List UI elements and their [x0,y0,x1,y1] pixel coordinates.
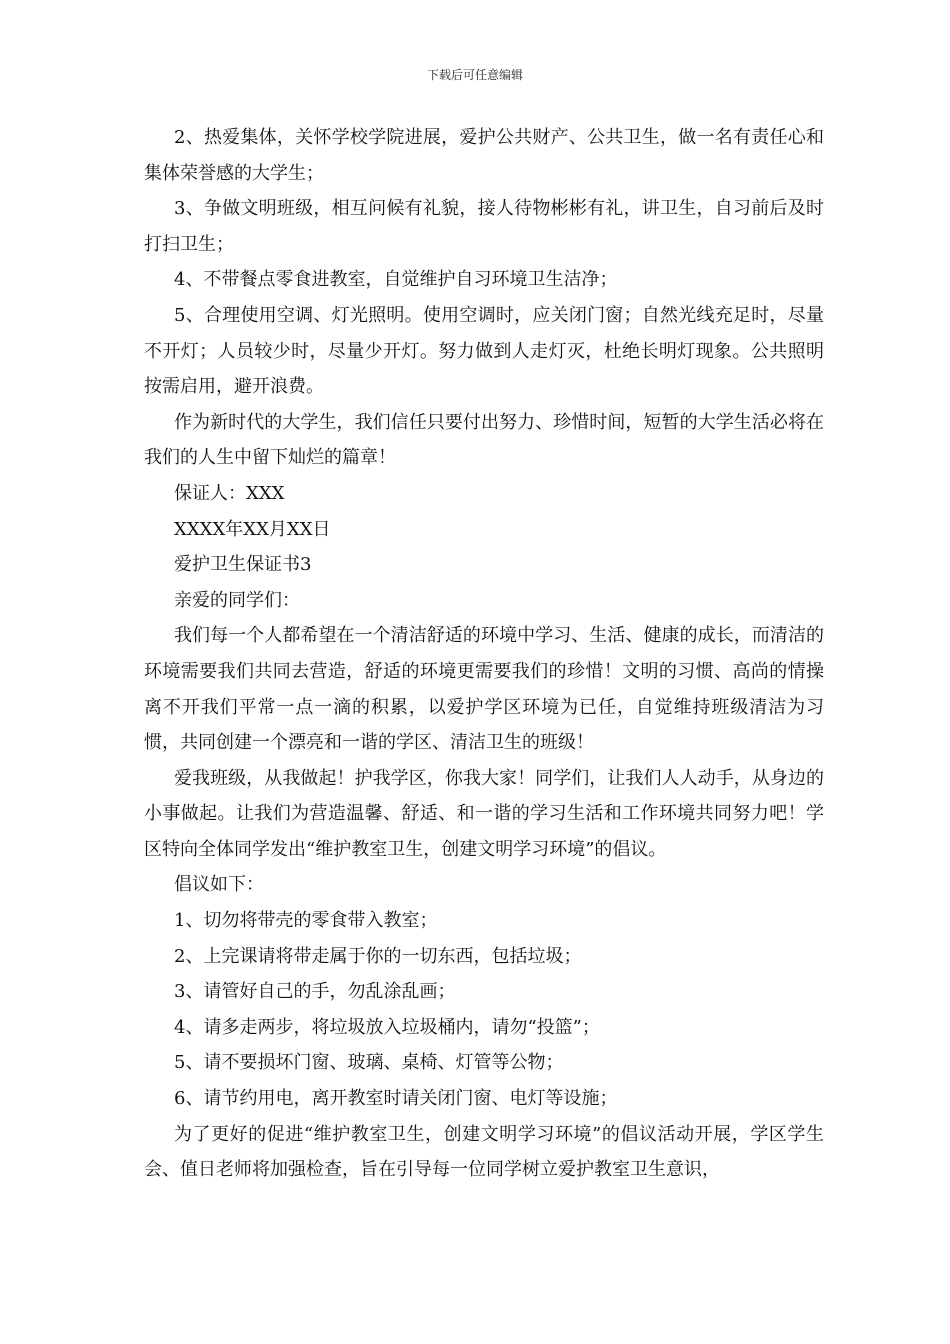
list-item: 6、请节约用电，离开教室时请关闭门窗、电灯等设施； [174,1088,618,1110]
salutation: 亲爱的同学们： [174,589,300,611]
paragraph: 3、争做文明班级，相互问候有礼貌，接人待物彬彬有礼，讲卫生，自习前后及时打扫卫生； [144,198,824,255]
list-item: 2、上完课请将带走属于你的一切东西，包括垃圾； [174,945,582,967]
paragraph: 作为新时代的大学生，我们信任只要付出努力、珍惜时间，短暂的大学生活必将在我们的人生中留下灿烂的篇章！ [144,411,824,469]
section-title: 爱护卫生保证书3 [174,554,312,576]
proposal-heading: 倡议如下： [174,874,264,896]
list-item: 5、请不要损坏门窗、玻璃、桌椅、灯管等公物； [174,1052,564,1074]
paragraph: 2、热爱集体，关怀学校学院进展，爱护公共财产、公共卫生，做一名有责任心和集体荣誉感的大学生； [144,127,824,184]
list-item: 4、请多走两步，将垃圾放入垃圾桶内，请勿“投篮”； [174,1016,600,1038]
date-line: XXXX年XX月XX日 [174,518,331,540]
document-body [144,120,824,1188]
paragraph: 爱我班级，从我做起！护我学区，你我大家！同学们，让我们人人动手，从身边的小事做起。让我们为营造温馨、舒适、和一谐的学习生活和工作环境共同努力吧！学区特向全体同学发出“维护教室卫生，创建文明学习环境”的倡议。 [144,767,824,860]
list-item: 1、切勿将带壳的零食带入教室； [174,910,438,932]
paragraph: 5、合理使用空调、灯光照明。使用空调时，应关闭门窗；自然光线充足时，尽量不开灯；人员较少时，尽量少开灯。努力做到人走灯灭，杜绝长明灯现象。公共照明按需启用，避开浪费。 [144,304,824,398]
paragraph: 4、不带餐点零食进教室，自觉维护自习环境卫生洁净； [174,269,618,291]
paragraph: 为了更好的促进“维护教室卫生，创建文明学习环境”的倡议活动开展，学区学生会、值日老师将加强检查，旨在引导每一位同学树立爱护教室卫生意识， [144,1123,824,1181]
guarantor-line: 保证人：XXX [174,482,285,504]
list-item: 3、请管好自己的手，勿乱涂乱画； [174,981,456,1003]
page-header-note: 下载后可任意编辑 [426,68,523,82]
paragraph: 我们每一个人都希望在一个清洁舒适的环境中学习、生活、健康的成长，而清洁的环境需要我们共同去营造，舒适的环境更需要我们的珍惜！文明的习惯、高尚的情操离不开我们平常一点一滴的积累，以爱护学区环境为已任，自觉维持班级清洁为习惯，共同创建一个漂亮和一谐的学区、清洁卫生的班级！ [144,625,824,754]
